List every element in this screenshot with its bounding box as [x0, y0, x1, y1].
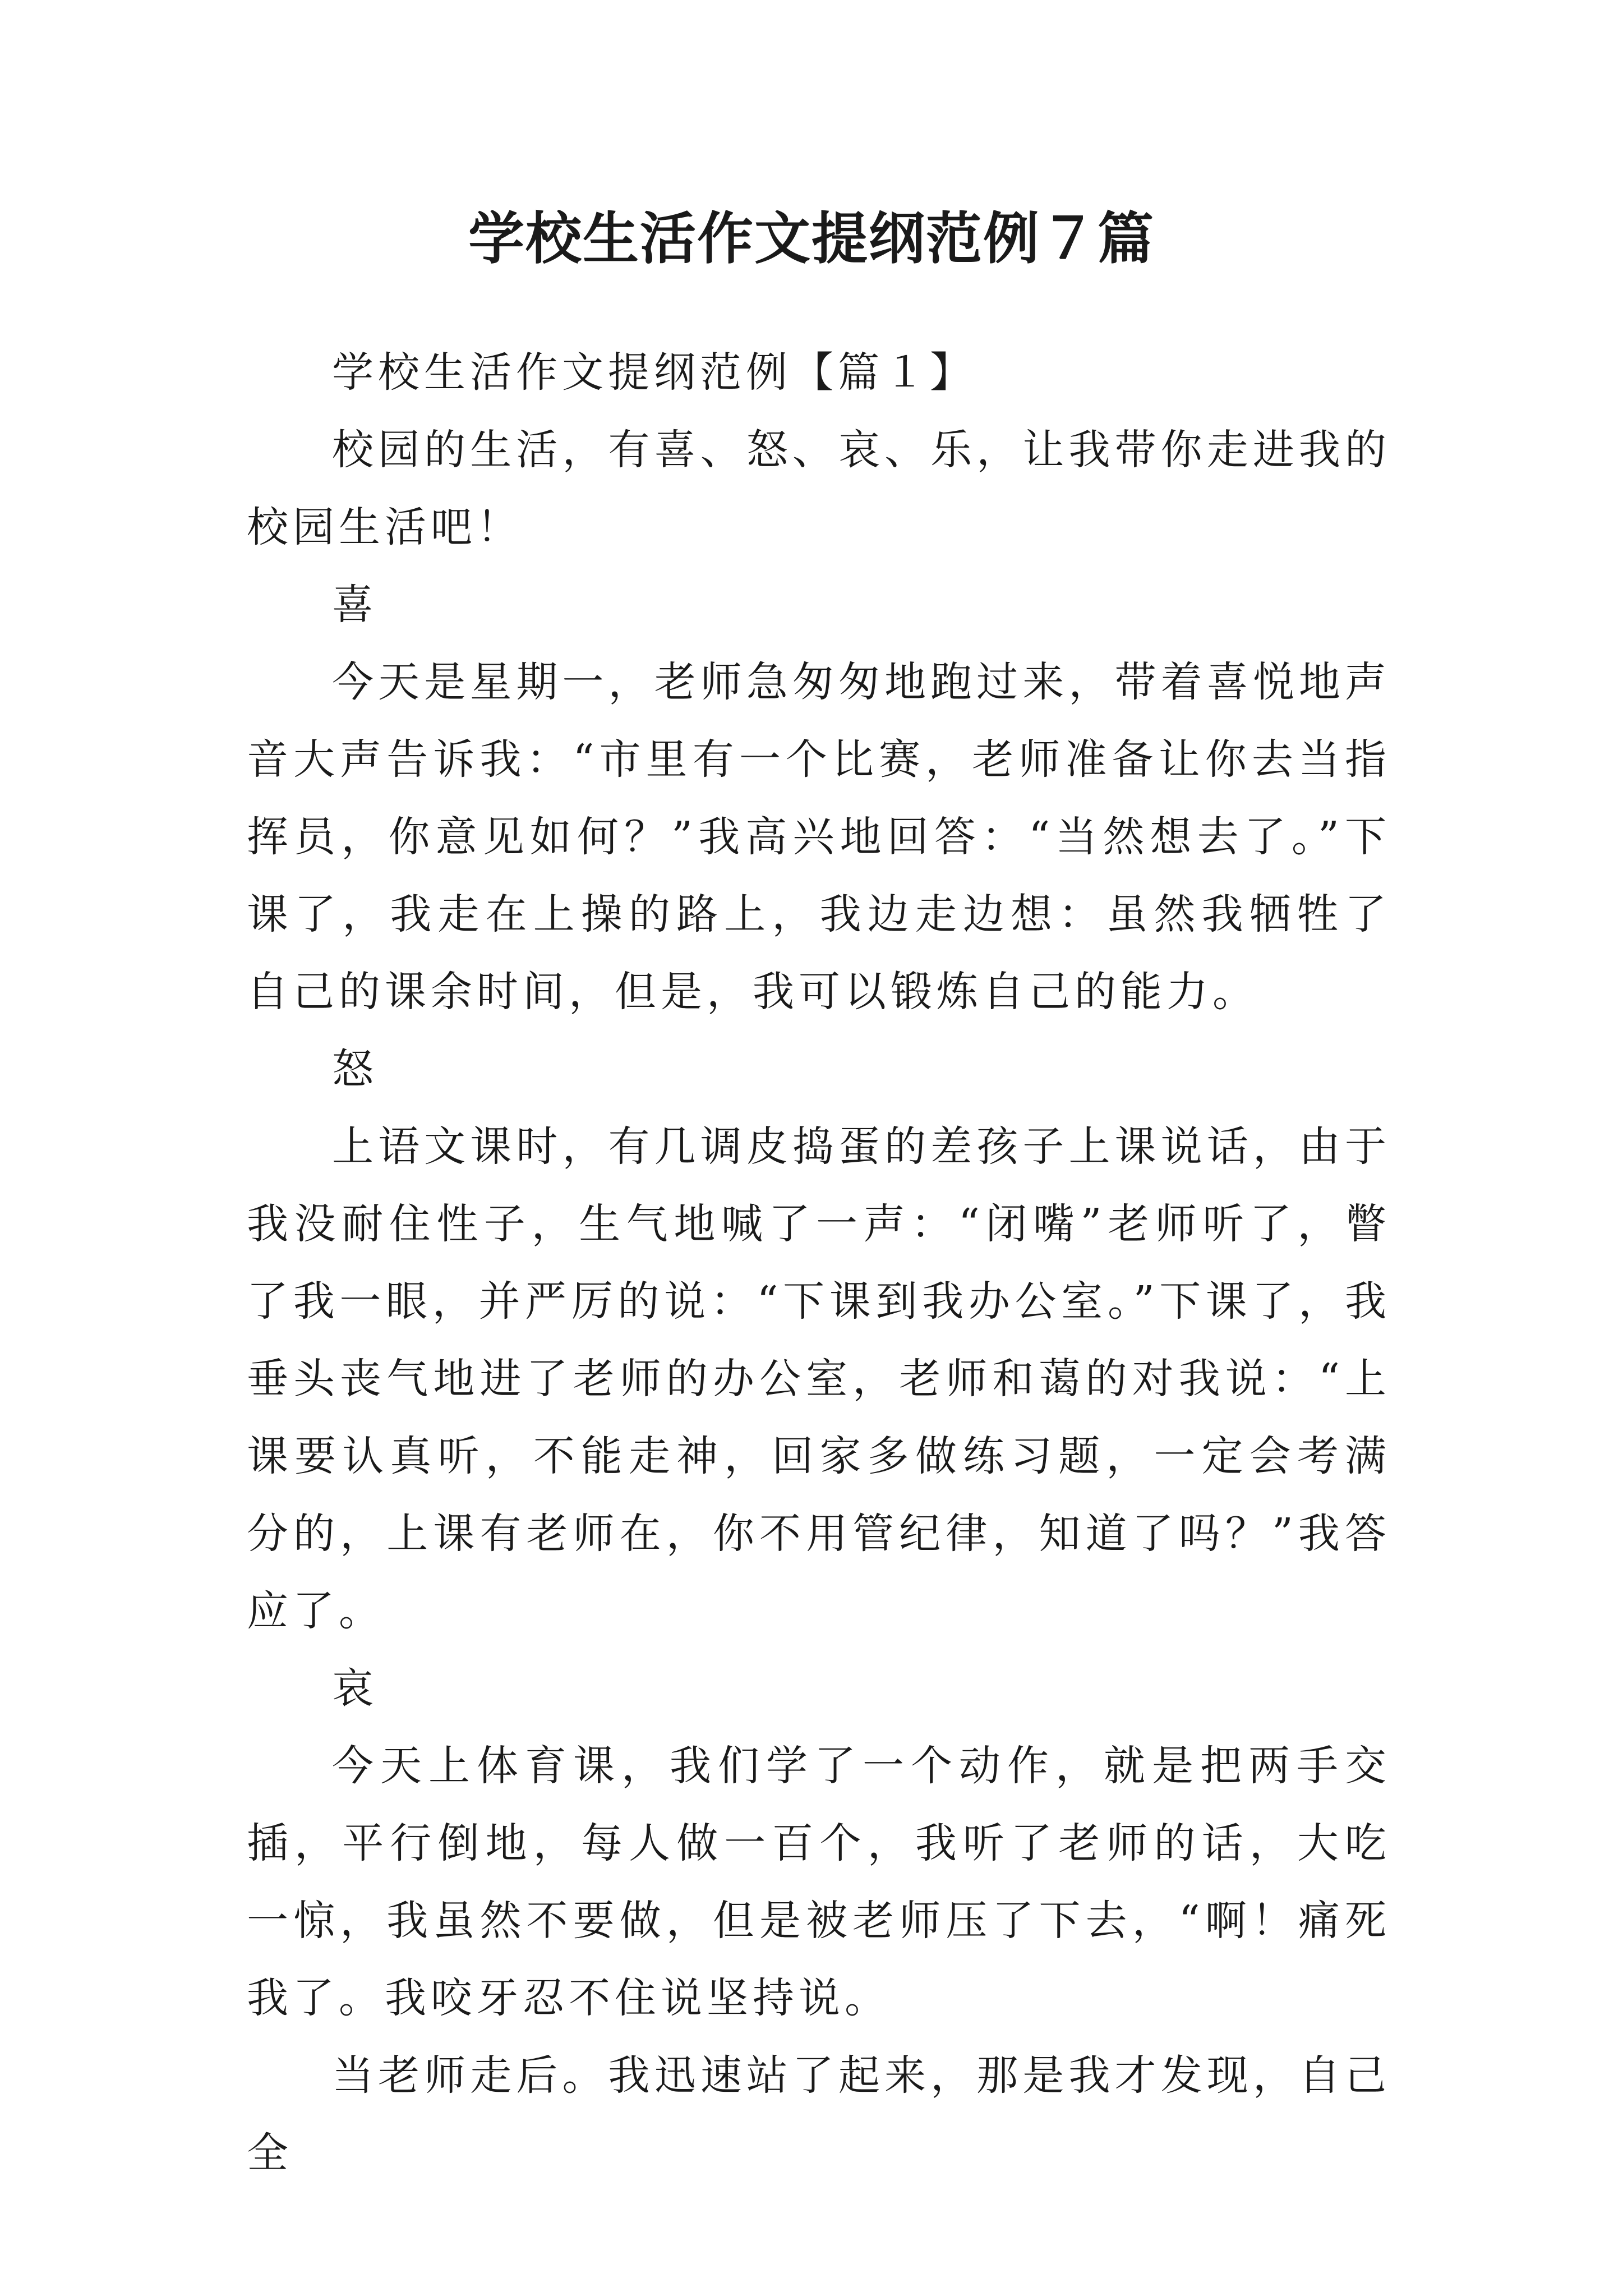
paragraph: 校园的生活，有喜、怒、哀、乐，让我带你走进我的校园生活吧！ [247, 426, 1391, 551]
subheading-anger: 怒 [332, 1045, 378, 1093]
paragraph: 今天是星期一，老师急匆匆地跑过来，带着喜悦地声音大声告诉我：“市里有一个比赛，老师准备让你去当指挥员，你意见如何？”我高兴地回答：“当然想去了。”下课了，我走在上操的路上，我边走边想：虽然我牺牲了自己的课余时间，但是，我可以锻炼自己的能力。 [247, 658, 1391, 1016]
document-body [247, 334, 1391, 2192]
document-title: 学校生活作文提纲范例７篇 [468, 205, 1155, 272]
section-heading: 学校生活作文提纲范例【篇１】 [332, 348, 976, 397]
paragraph: 上语文课时，有几调皮捣蛋的差孩子上课说话，由于我没耐住性子，生气地喊了一声：“闭嘴”老师听了，瞥了我一眼，并严厉的说：“下课到我办公室。”下课了，我垂头丧气地进了老师的办公室，老师和蔼的对我说：“上课要认真听，不能走神，回家多做练习题，一定会考满分的，上课有老师在，你不用管纪律，知道了吗？”我答应了。 [247, 1122, 1391, 1635]
paragraph: 当老师走后。我迅速站了起来，那是我才发现，自己全 [247, 2051, 1391, 2177]
subheading-joy: 喜 [332, 581, 378, 629]
paragraph: 今天上体育课，我们学了一个动作，就是把两手交插，平行倒地，每人做一百个，我听了老师的话，大吃一惊，我虽然不要做，但是被老师压了下去，“啊！痛死我了。我咬牙忍不住说坚持说。 [247, 1742, 1391, 2022]
subheading-sorrow: 哀 [332, 1664, 378, 1713]
